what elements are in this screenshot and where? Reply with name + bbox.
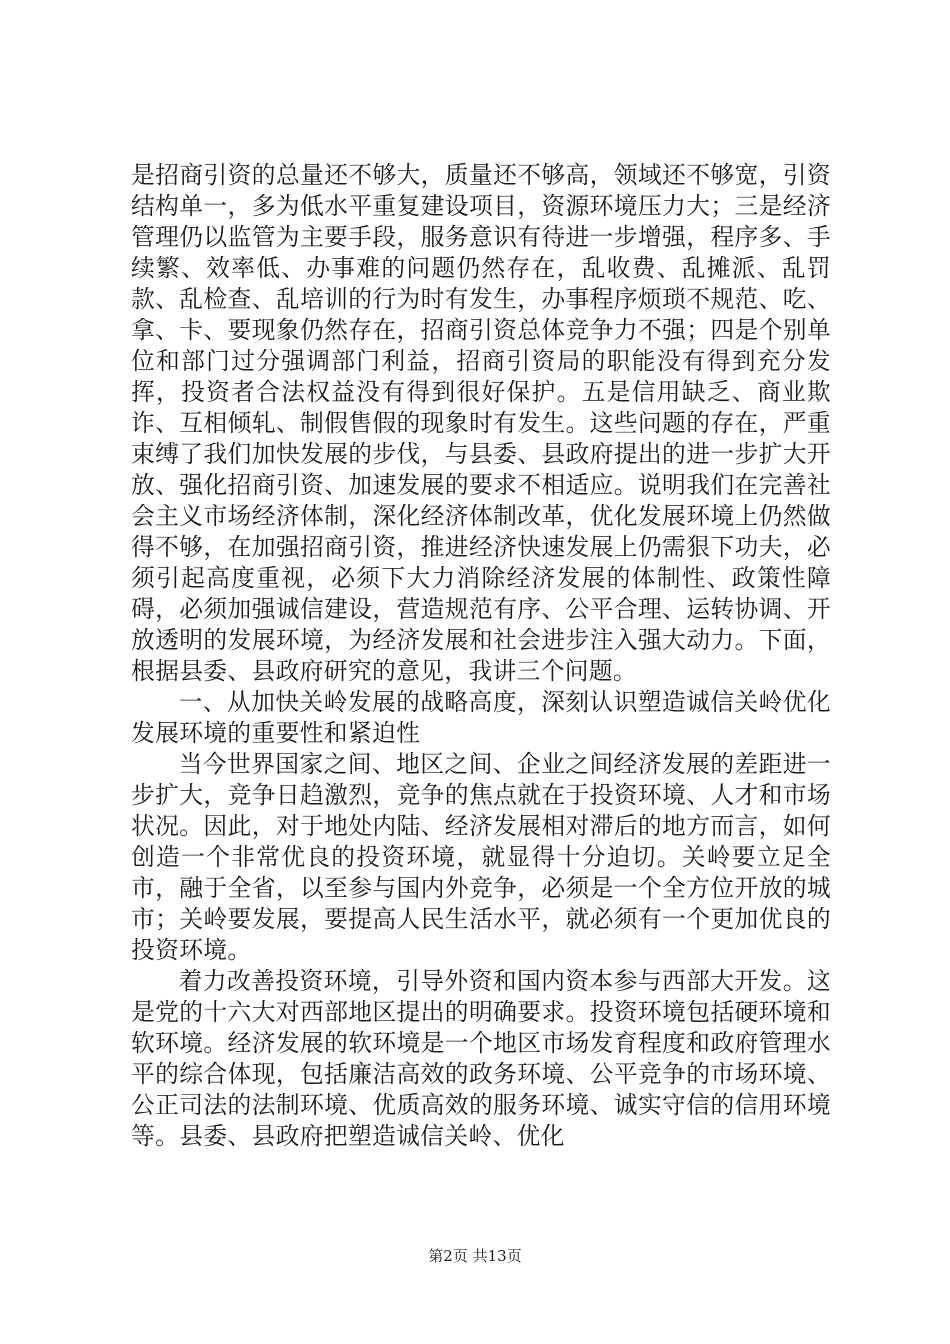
document-body <box>131 160 831 1152</box>
body-paragraph-continued: 是招商引资的总量还不够大，质量还不够高，领域还不够宽，引资结构单一，多为低水平重复建设项目，资源环境压力大；三是经济管理仍以监管为主要手段，服务意识有待进一步增强，程序多、手续繁、效率低、办事难的问题仍然存在，乱收费、乱摊派、乱罚款、乱检查、乱培训的行为时有发生，办事程序烦琐不规范、吃、拿、卡、要现象仍然存在，招商引资总体竞争力不强；四是个别单位和部门过分强调部门利益，招商引资局的职能没有得到充分发挥，投资者合法权益没有得到很好保护。五是信用缺乏、商业欺诈、互相倾轧、制假售假的现象时有发生。这些问题的存在，严重束缚了我们加快发展的步伐，与县委、县政府提出的进一步扩大开放、强化招商引资、加速发展的要求不相适应。说明我们在完善社会主义市场经济体制，深化经济体制改革，优化发展环境上仍然做得不够，在加强招商引资，推进经济快速发展上仍需狠下功夫，必须引起高度重视，必须下大力消除经济发展的体制性、政策性障碍，必须加强诚信建设，营造规范有序、公平合理、运转协调、开放透明的发展环境，为经济发展和社会进步注入强大动力。下面，根据县委、县政府研究的意见，我讲三个问题。 <box>131 161 831 685</box>
section-heading-one: 一、从加快关岭发展的战略高度，深刻认识塑造诚信关岭优化发展环境的重要性和紧迫性 <box>131 688 831 747</box>
body-paragraph: 着力改善投资环境，引导外资和国内资本参与西部大开发。这是党的十六大对西部地区提出的明确要求。投资环境包括硬环境和软环境。经济发展的软环境是一个地区市场发育程度和政府管理水平的综合体现，包括廉洁高效的政务环境、公平竞争的市场环境、公正司法的法制环境、优质高效的服务环境、诚实守信的信用环境等。县委、县政府把塑造诚信关岭、优化 <box>131 967 831 1150</box>
page-number-footer: 第2页 共13页 <box>428 1247 522 1265</box>
body-paragraph: 当今世界国家之间、地区之间、企业之间经济发展的差距进一步扩大，竞争日趋激烈，竞争的焦点就在于投资环境、人才和市场状况。因此，对于地处内陆、经济发展相对滞后的地方而言，如何创造一个非常优良的投资环境，就显得十分迫切。关岭要立足全市，融于全省，以至参与国内外竞争，必须是一个全方位开放的城市；关岭要发展，要提高人民生活水平，就必须有一个更加优良的投资环境。 <box>131 750 831 964</box>
